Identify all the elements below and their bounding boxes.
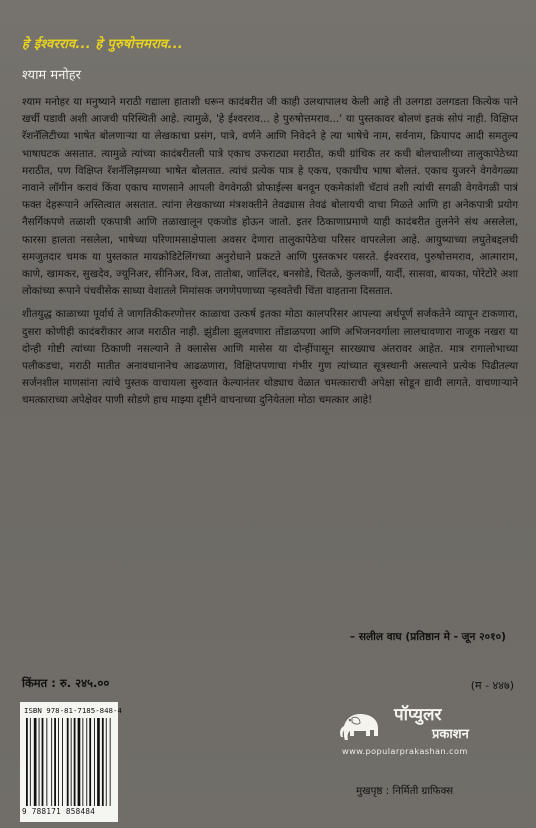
publisher-url: www.popularprakashan.com — [342, 746, 468, 756]
price-label: किंमत : रु. २४५.०० — [22, 676, 110, 690]
isbn-barcode — [20, 702, 122, 822]
catalog-code: (म - ४४७) — [470, 679, 514, 692]
publisher-name: पॉप्युलर — [394, 705, 442, 725]
blurb-paragraph-2: शीतयुद्ध काळाच्या पूर्वार्ध ते जागतिकीकरणोत्तर काळाचा उत्कर्ष इतका मोठा कालपरिसर आपल्या अर्थपूर्ण सर्जकतेने व्यापून टाकणारा, दुसरा कोणीही कादंबरीकार आज मराठीत नाही. झुंडीला झुलवणारा तोंडाळपणा आणि अभिजनवर्गाला लालचावणारा नाजूक नखरा या दोन्ही गोष्टी त्यांच्या ठिकाणी नसल्याने ते क्लासेस आणि मासेस या दोन्हींपासून सारख्याच अंतरावर आहेत. मात्र रागालोभाच्या पलीकडचा, मराठी मातीत अनावधानानेच आढळणारा, विक्षिप्तपणाचा गंभीर गुण त्यांच्यात सूत्रस्थानी असल्याने प्रत्येक पिढीतल्या सर्जनशील माणसांना त्यांचे पुस्तक वाचायला सुरुवात केल्यानंतर थोड्याच वेळात चमत्काराची अपेक्षा सोडून द्यावी लागते. वाचणाऱ्याने चमत्काराच्या अपेक्षेवर पाणी सोडणे हाच माझ्या दृष्टीने वाचनाच्या दुनियेतला मोठा चमत्कार आहे! — [22, 308, 518, 407]
cover-credit: मुखपृष्ठ : निर्मिती ग्राफिक्स — [356, 785, 454, 797]
barcode-icon — [24, 718, 114, 806]
author-name: श्याम मनोहर — [22, 68, 81, 83]
blurb-paragraph-1: श्याम मनोहर या मनुष्याने मराठी गद्याला हाताशी धरून कादंबरीत जी काही उलथापालथ केली आहे ती उलगडा उलगडता कित्येक पाने खर्ची पडावी अशी आजची परिस्थिती आहे. त्यामुळे, 'हे ईश्वरराव... हे पुरुषोत्तमराव...' या पुस्तकावर बोलणं इतकं सोपं नाही. विक्षिप्त रॅशनॅलिटीच्या भाषेत बोलणाऱ्या या लेखकाचा प्रसंग, पात्रे, वर्णने आणि निवेदने हे त्या भाषेचे नाम, सर्वनाम, क्रियापद आदी समतुल्य भाषाघटक असतात. त्यामुळे त्यांच्या कादंबरीतली पात्रे एकाच उफराट्या मराठीत, कधी ग्रांथिक तर कधी बोलचालीच्या तालुकापेठेच्या मराठीत, पण विक्षिप्त रॅशनॅलिझमच्या भाषेत बोलतात. त्यांचं प्रत्येक पात्र हे एकच, एकाचीच भाषा बोलतं. एकाच युजरने वेगवेगळ्या नावाने लॉगीन करावं किंवा एकाच माणसाने आपली वेगवेगळी प्रोफाईल्स बनवून एकमेकांशी चॅटावं तशी त्यांची सगळी वेगवेगळी पात्रं फक्त देहरूपाने अस्तित्वात असतात. त्यांना लेखकाच्या मंत्रशक्तीने तेवढ्यास तेवढं बोलायची वाचा मिळते आणि हा अनेकपात्री प्रयोग नैसर्गिकपणे तळाशी एकपात्री आणि तळाखालून एकजोड होऊन जातो. इतर ठिकाणाप्रमाणे याही कादंबरीत तुलनेने संथ असलेला, फारसा हालता नसलेला, भाषेच्या परिणामसाक्षेपाला अवसर देणारा तालुकापेठेचा परिसर वापरलेला आहे. आयुष्याच्या लघुतेबद्दलची समजुतदार चमक या पुस्तकात मायक्रोडिटेलिंगच्या अनुरोधाने प्रकटते आणि पुस्तकभर पसरते. ईश्वरराव, पुरुषोत्तमराव, आत्माराम, काणे, खामकर, सुखदेव, ज्यूनिअर, सीनिअर, विअ, तातोबा, जालिंदर, बनसोडे, चितळे, कुलकर्णी, यार्दी, सासवा, बायका, पोरेटोरे अशा लोकांच्या रूपाने पंचवीसेक साध्या वेशातले मिमांसक जगणेपणाच्या ऱ्हस्वतेची चिंता वाहताना दिसतात. — [22, 96, 518, 298]
review-attribution: – सलील वाघ (प्रतिष्ठान मे - जून २०१०) — [349, 631, 506, 643]
book-title: हे ईश्वरराव... हे पुरुषोत्तमराव... — [22, 37, 183, 52]
barcode-number: 9 788171 858484 — [22, 807, 96, 816]
isbn-text: ISBN 978-81-7185-848-4 — [24, 706, 122, 715]
publisher-sub: प्रकाशन — [432, 727, 469, 742]
blurb-text — [22, 94, 518, 410]
elephant-icon — [336, 706, 384, 742]
publisher-logo — [336, 702, 516, 766]
